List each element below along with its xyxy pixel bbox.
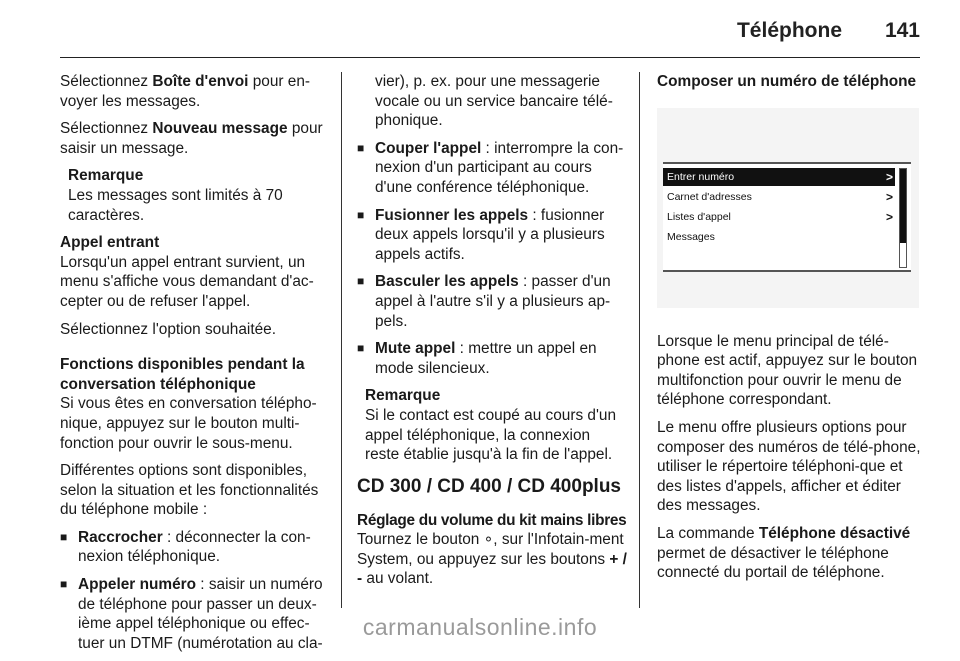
section-text: Si vous êtes en conversation télépho-nique, appuyez sur le bouton multi-fonction pour ouvrir le sous-menu. bbox=[60, 395, 317, 452]
phone-menu-screenshot bbox=[657, 108, 919, 308]
column-divider-left bbox=[341, 72, 342, 608]
scrollbar-thumb[interactable] bbox=[900, 169, 906, 243]
page-title: Téléphone bbox=[736, 19, 842, 42]
column-left bbox=[60, 72, 326, 661]
chevron-right-icon: > bbox=[885, 189, 893, 204]
section-heading-dial: Composer un numéro de téléphone bbox=[657, 73, 917, 90]
paragraph-outbox: Sélectionnez Boîte d'envoi pour en-voyer les messages. bbox=[60, 73, 311, 110]
header-divider bbox=[60, 57, 920, 58]
watermark: carmanualsonline.info bbox=[362, 614, 598, 640]
list-item: ■ Fusionner les appels : fusionner deux appels lorsqu'il y a plusieurs appels actifs. bbox=[357, 206, 627, 265]
chevron-right-icon: > bbox=[885, 169, 893, 184]
menu-scrollbar[interactable] bbox=[899, 168, 907, 268]
section-incoming-call bbox=[60, 233, 326, 311]
paragraph-new-message: Sélectionnez Nouveau message pour saisir un message. bbox=[60, 120, 323, 157]
menu-item-call-lists[interactable]: Listes d'appel > bbox=[667, 209, 893, 224]
page-header bbox=[0, 0, 960, 60]
knob-icon: ∘ bbox=[483, 531, 494, 549]
column-right bbox=[657, 72, 923, 591]
column-middle bbox=[357, 72, 627, 589]
list-item-continuation: vier), p. ex. pour une messagerie vocale ou un service bancaire télé-phonique. bbox=[375, 73, 613, 130]
section-heading: Fonctions disponibles pendant la conversation téléphonique bbox=[60, 356, 305, 393]
section-heading-volume: Réglage du volume du kit mains libres bbox=[357, 511, 627, 529]
note-text: Les messages sont limités à 70 caractères. bbox=[68, 186, 283, 224]
paragraph-select-option: Sélectionnez l'option souhaitée. bbox=[60, 320, 276, 338]
chevron-right-icon: > bbox=[885, 209, 893, 224]
paragraph-phone-off: La commande Téléphone désactivé permet de désactiver le téléphone connecté du portail de téléphone. bbox=[657, 524, 911, 582]
note-title: Remarque bbox=[68, 167, 144, 185]
term-outbox: Boîte d'envoi bbox=[152, 73, 249, 90]
paragraph-options: Différentes options sont disponibles, selon la situation et les fonctionnalités du téléphone mobile : bbox=[60, 462, 319, 519]
list-item: ■ Mute appel : mettre un appel en mode silencieux. bbox=[357, 339, 627, 378]
paragraph-main-menu: Lorsque le menu principal de télé-phone est actif, appuyez sur le bouton multifonction pour ouvrir le menu de téléphone correspondant. bbox=[657, 332, 918, 409]
section-call-functions bbox=[60, 355, 326, 453]
list-item: ■ Raccrocher : déconnecter la con-nexion téléphonique. bbox=[60, 528, 326, 567]
note-text: Si le contact est coupé au cours d'un appel téléphonique, la connexion reste établie jusqu'à la fin de l'appel. bbox=[365, 406, 617, 464]
list-item: ■ Appeler numéro : saisir un numéro de téléphone pour passer un deux-ième appel téléphonique ou effec-tuer un DTMF (numérotation au cla- bbox=[60, 575, 326, 653]
section-text: Lorsqu'un appel entrant survient, un menu s'affiche vous demandant d'ac-cepter ou de refuser l'appel. bbox=[60, 253, 314, 310]
section-heading: Appel entrant bbox=[60, 234, 160, 252]
section-text-volume: Tournez le bouton ∘, sur l'Infotain-ment System, ou appuyez sur les boutons + / - au volant. bbox=[357, 531, 627, 588]
column-divider-right bbox=[639, 72, 640, 608]
term-phone-off: Téléphone désactivé bbox=[758, 524, 911, 542]
menu-item-messages[interactable]: Messages bbox=[667, 230, 715, 243]
model-heading: CD 300 / CD 400 / CD 400plus bbox=[357, 475, 621, 497]
note-title: Remarque bbox=[365, 387, 441, 405]
list-item: ■ Couper l'appel : interrompre la con-nexion d'un participant au cours d'une conférence téléphonique. bbox=[357, 139, 627, 198]
term-new-message: Nouveau message bbox=[152, 120, 288, 138]
page-number: 141 bbox=[884, 19, 920, 42]
note-message-limit bbox=[60, 166, 326, 225]
note-connection bbox=[357, 386, 627, 464]
term-volume-buttons: + / - bbox=[357, 550, 627, 588]
list-item: ■ Basculer les appels : passer d'un appel à l'autre s'il y a plusieurs ap-pels. bbox=[357, 272, 627, 331]
menu-item-enter-number[interactable]: Entrer numéro > bbox=[663, 168, 895, 186]
phone-menu bbox=[663, 162, 911, 272]
menu-item-address-book[interactable]: Carnet d'adresses > bbox=[667, 189, 893, 204]
paragraph-menu-options: Le menu offre plusieurs options pour composer des numéros de télé-phone, utiliser le répertoire téléphoni-que et des listes d'appels, afficher et éditer des messages. bbox=[657, 418, 921, 515]
